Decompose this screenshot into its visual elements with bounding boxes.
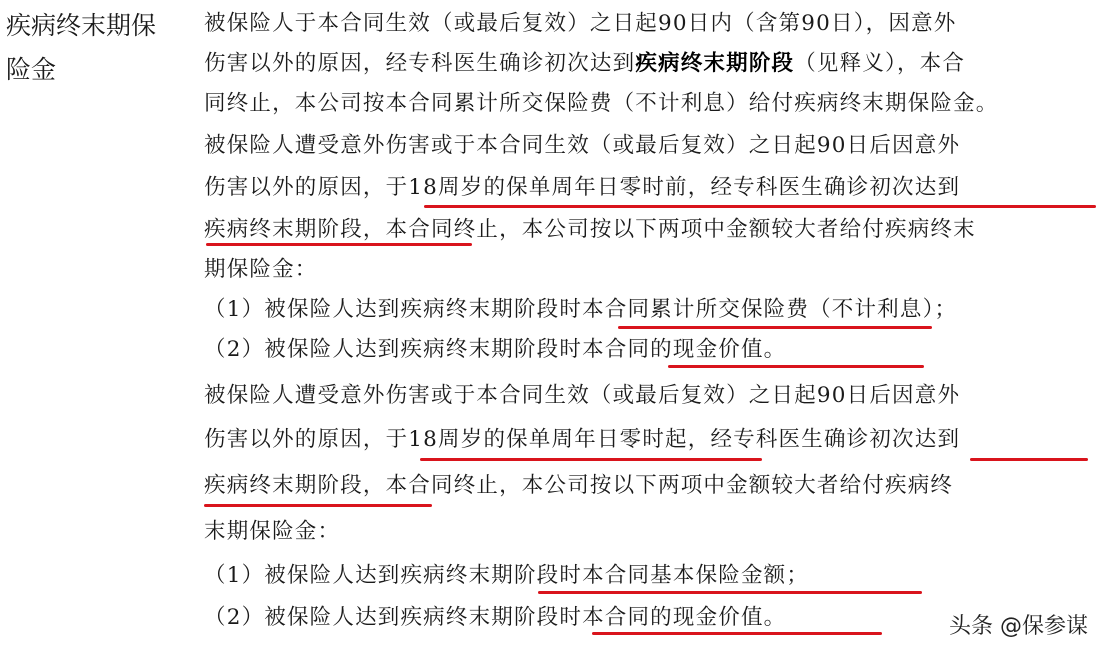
p2-item-1: （1）被保险人达到疾病终末期阶段时本合同累计所交保险费（不计利息）； xyxy=(204,297,958,322)
p3-line-2: 伤害以外的原因，于18周岁的保单周年日零时起，经专科医生确诊初次达到 xyxy=(204,427,961,452)
red-underline xyxy=(424,205,1096,208)
p2-line-2: 伤害以外的原因，于18周岁的保单周年日零时前，经专科医生确诊初次达到 xyxy=(204,175,961,200)
p3-line-3: 疾病终末期阶段，本合同终止，本公司按以下两项中金额较大者给付疾病终 xyxy=(204,473,954,498)
p3-item-2: （2）被保险人达到疾病终末期阶段时本合同的现金价值。 xyxy=(204,605,787,630)
p1-line-1: 被保险人于本合同生效（或最后复效）之日起90日内（含第90日），因意外 xyxy=(204,11,957,36)
p2-line-4: 期保险金： xyxy=(204,257,318,282)
red-underline xyxy=(592,632,882,635)
p3-item-1: （1）被保险人达到疾病终末期阶段时本合同基本保险金额； xyxy=(204,563,810,588)
p1-line-2 xyxy=(204,44,965,84)
red-underline xyxy=(618,326,932,329)
red-underline xyxy=(668,365,924,368)
p2-line-1: 被保险人遭受意外伤害或于本合同生效（或最后复效）之日起90日后因意外 xyxy=(204,133,961,158)
p1-line-2-end: （见释义），本合 xyxy=(794,51,966,76)
p2-line-3: 疾病终末期阶段，本合同终止，本公司按以下两项中金额较大者给付疾病终末 xyxy=(204,217,976,242)
red-underline xyxy=(970,458,1088,461)
section-title: 疾病终末期保险金 xyxy=(6,11,157,84)
red-underline xyxy=(204,504,432,507)
red-underline xyxy=(206,243,472,246)
p1-line-2-start: 伤害以外的原因，经专科医生确诊初次达到 xyxy=(204,51,636,76)
red-underline xyxy=(420,458,762,461)
p2-item-2: （2）被保险人达到疾病终末期阶段时本合同的现金价值。 xyxy=(204,337,787,362)
p3-line-1: 被保险人遭受意外伤害或于本合同生效（或最后复效）之日起90日后因意外 xyxy=(204,383,961,408)
p3-line-4: 末期保险金： xyxy=(204,519,341,544)
red-underline xyxy=(538,591,922,594)
key-term: 疾病终末期阶段 xyxy=(635,51,795,76)
watermark: 头条 @保参谋 xyxy=(943,607,1094,642)
p1-line-3: 同终止，本公司按本合同累计所交保险费（不计利息）给付疾病终末期保险金。 xyxy=(204,91,999,116)
